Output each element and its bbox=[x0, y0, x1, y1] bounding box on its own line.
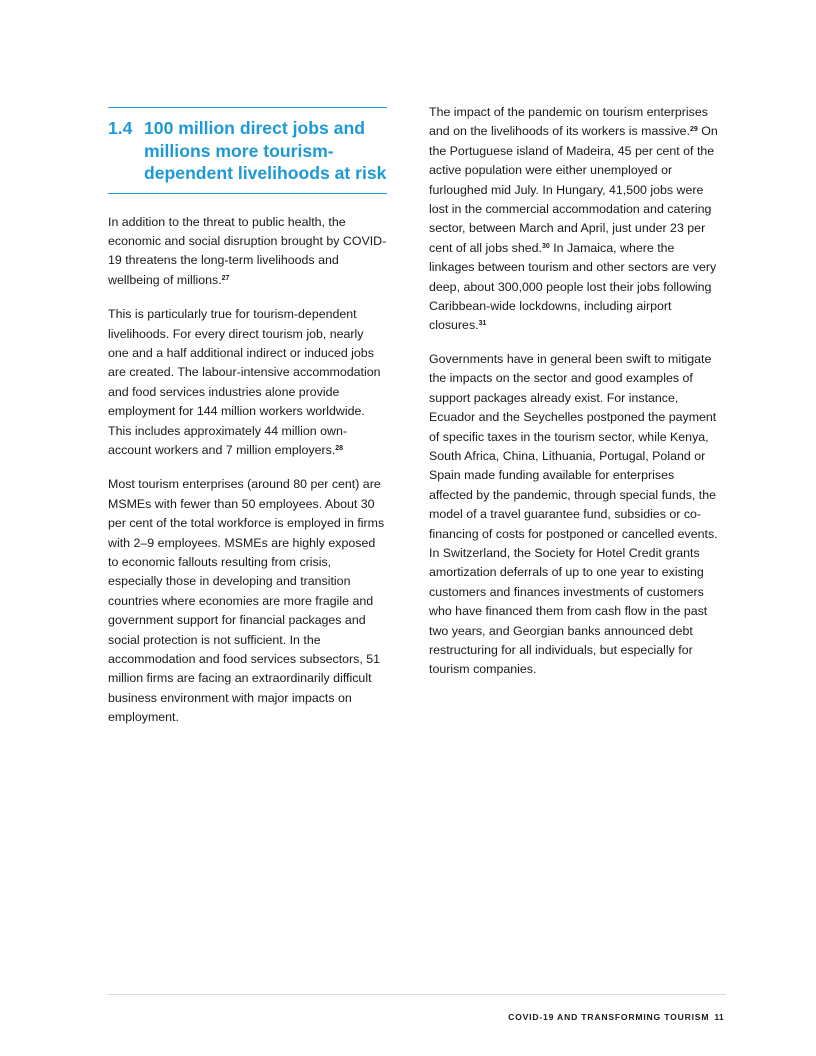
footnote-ref: 27 bbox=[221, 274, 230, 282]
paragraph-text: Most tourism enterprises (around 80 per cent) are MSMEs with fewer than 50 employees. About 30 per cent of the total workforce is employed in firms with 2–9 employees. MSMEs are highly exposed to economic fallouts resulting from crisis, especially those in developing and transition countries where economies are more fragile and government support for financial packages and social protection is not sufficient. In the accommodation and food services subsectors, 51 million firms are facing an extraordinarily difficult business environment with major impacts on employment. bbox=[108, 477, 385, 725]
left-column bbox=[108, 107, 387, 728]
section-number: 1.4 bbox=[108, 118, 133, 138]
paragraph-text: This is particularly true for tourism-dependent livelihoods. For every direct tourism job, nearly one and a half additional indirect or induced jobs are created. The labour-intensive accommodation and food services industries alone provide employment for 144 million workers worldwide. This includes approximately 44 million own-account workers and 7 million employers. bbox=[108, 307, 381, 457]
footnote-ref: 30 bbox=[541, 242, 550, 250]
paragraph bbox=[108, 475, 387, 727]
page-number: 11 bbox=[714, 1012, 724, 1022]
section-title: 100 million direct jobs and millions more tourism-dependent livelihoods at risk bbox=[144, 118, 387, 183]
paragraph-text: In Jamaica, where the linkages between tourism and other sectors are very deep, about 300,000 people lost their jobs following Caribbean-wide lockdowns, including airport closures. bbox=[429, 240, 717, 333]
paragraph bbox=[429, 103, 719, 336]
page-footer bbox=[508, 1012, 724, 1022]
right-column bbox=[429, 103, 719, 680]
footnote-ref: 31 bbox=[478, 320, 487, 328]
section-heading-top-rule bbox=[108, 107, 387, 108]
paragraph-text: The impact of the pandemic on tourism enterprises and on the livelihoods of its workers is massive. bbox=[429, 105, 708, 139]
paragraph-text: On the Portuguese island of Madeira, 45 per cent of the active population were either unemployed or furloughed mid July. In Hungary, 41,500 jobs were lost in the commercial accommodation and catering sector, between March and April, just under 23 per cent of all jobs shed. bbox=[429, 124, 718, 255]
section-heading bbox=[108, 117, 387, 185]
footnote-ref: 28 bbox=[335, 444, 344, 452]
footnote-ref: 29 bbox=[690, 126, 698, 134]
paragraph-text: In addition to the threat to public health, the economic and social disruption brought by COVID-19 threatens the long-term livelihoods and wellbeing of millions. bbox=[108, 214, 387, 287]
footer-rule bbox=[108, 994, 726, 995]
footer-title: COVID-19 AND TRANSFORMING TOURISM bbox=[508, 1012, 710, 1022]
section-heading-bottom-rule bbox=[108, 193, 387, 194]
paragraph bbox=[429, 350, 719, 680]
paragraph bbox=[108, 305, 387, 460]
paragraph-text: Governments have in general been swift to mitigate the impacts on the sector and good examples of support packages already exist. For instance, Ecuador and the Seychelles postponed the payment of specific taxes in the tourism sector, while Kenya, South Africa, China, Lithuania, Portugal, Poland or Spain made funding available for enterprises affected by the pandemic, through special funds, the model of a travel guarantee fund, subsidies or co-financing of costs for postponed or cancelled events. In Switzerland, the Society for Hotel Credit grants amortization deferrals of up to one year to existing customers and finances investments of customers who have financed them from cash flow in the past two years, and Georgian banks announced debt restructuring for all individuals, but especially for tourism companies. bbox=[429, 351, 718, 677]
paragraph bbox=[108, 213, 387, 291]
